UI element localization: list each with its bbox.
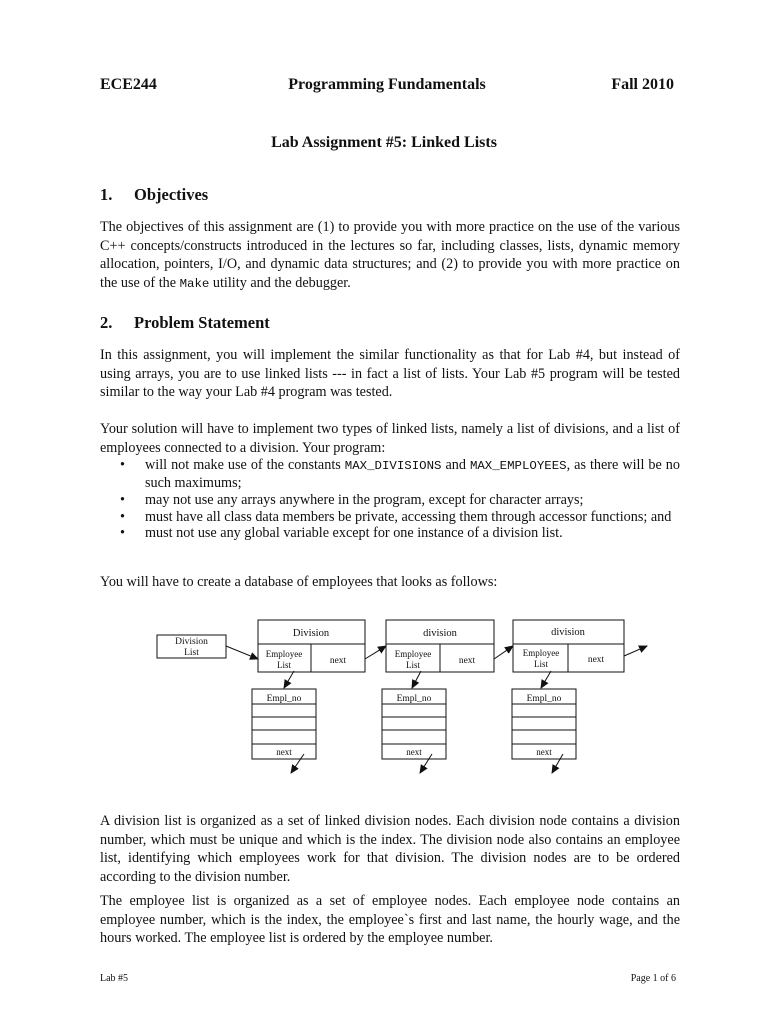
division-node [258, 620, 365, 672]
empl-no-label: Empl_no [526, 694, 562, 704]
bullet-1-mid: and [441, 457, 470, 474]
division-node [386, 620, 494, 672]
employee-next-arrow [420, 754, 432, 773]
employee-list-pointer-arrow [541, 671, 551, 688]
objectives-paragraph [100, 218, 680, 293]
bullet-1-text: will not make use of the constants [145, 457, 345, 474]
employee-list-pointer-arrow [284, 671, 294, 688]
division-title: Division [292, 628, 330, 639]
bullet-icon: • [120, 491, 125, 508]
section-heading-objectives [100, 185, 500, 205]
objectives-text-post: utility and the debugger. [209, 274, 351, 291]
list-item [100, 492, 680, 509]
next-pointer-arrow [365, 646, 386, 659]
course-subject: Programming Fundamentals [288, 76, 486, 93]
make-code: Make [179, 276, 210, 291]
bullet-2-text: may not use any arrays anywhere in the program, except for character arrays; [145, 491, 584, 508]
employee-list-label-2: List [405, 660, 421, 670]
employee-next-arrow [291, 754, 304, 773]
empl-no-label: Empl_no [266, 694, 302, 704]
next-label: next [329, 656, 347, 666]
problem-paragraph-3: You will have to create a database of employees that looks as follows: [100, 574, 498, 590]
employee-list-label-1: Employee [522, 648, 560, 658]
section-title: Problem Statement [134, 313, 270, 332]
division-title: division [423, 628, 457, 639]
objectives-text-pre: The objectives of this assignment are (1) to provide you with more practice on the use of the various C++ concepts/constructs introduced in the lectures so far, including classes, lists, dynamic memory allocation, pointers, I/O, and dynamic data structures; and (2) to provide you with more practice on the use of the [100, 219, 680, 291]
division-list-head [157, 635, 226, 658]
employee-list-label-2: List [276, 660, 292, 670]
requirements-list [100, 457, 680, 542]
employee-list-label-2: List [533, 659, 549, 669]
bullet-1-post: , as there will be no such maximums; [145, 457, 680, 491]
bullet-icon: • [120, 508, 125, 525]
division-title: division [551, 627, 585, 638]
head-pointer-arrow [226, 646, 258, 659]
employee-node [252, 689, 316, 759]
footer-lab-label: Lab #5 [100, 973, 129, 984]
employee-node [382, 689, 446, 759]
next-label: next [536, 747, 552, 757]
employee-node [512, 689, 576, 759]
page-number: Page 1 of 6 [630, 973, 676, 984]
section-number: 2. [100, 313, 113, 332]
course-term: Fall 2010 [611, 76, 674, 93]
employee-list-label-1: Employee [394, 649, 432, 659]
division-list-label-2: List [184, 648, 199, 658]
linked-list-diagram [0, 600, 768, 790]
next-pointer-arrow [624, 646, 647, 656]
bullet-icon: • [120, 457, 125, 474]
next-label: next [458, 656, 476, 666]
problem-paragraph-4: A division list is organized as a set of linked division nodes. Each division node contains a division number, which must be unique and which is the index. The division node also contains an employee list, identifying which employees work for that division. The division nodes are to be ordered according to the division number. [100, 813, 680, 885]
bullet-icon: • [120, 525, 125, 542]
course-code: ECE244 [100, 76, 157, 93]
empl-no-label: Empl_no [396, 694, 432, 704]
employee-list-label-1: Employee [265, 649, 303, 659]
max-divisions-code: MAX_DIVISIONS [344, 459, 442, 474]
problem-paragraph-1: In this assignment, you will implement the similar functionality as that for Lab #4, but instead of using arrays, you are to use linked lists --- in fact a list of lists. Your Lab #5 program will be tested similar to the way your Lab #4 program was tested. [100, 347, 680, 401]
next-pointer-arrow [494, 646, 513, 659]
bullet-4-text: must not use any global variable except for one instance of a division list. [145, 525, 563, 542]
problem-paragraph-5: The employee list is organized as a set of employee nodes. Each employee node contains an employee number, which is the index, the employee`s first and last name, the hourly wage, and the hours worked. The employee list is ordered by the employee number. [100, 893, 680, 947]
next-label: next [276, 747, 292, 757]
section-title: Objectives [134, 185, 209, 204]
division-node [513, 620, 624, 672]
section-heading-problem [100, 313, 500, 333]
division-list-label-1: Division [175, 637, 208, 647]
bullet-3-text: must have all class data members be private, accessing them through accessor functions; and [145, 508, 672, 525]
section-number: 1. [100, 185, 113, 204]
next-label: next [587, 655, 605, 665]
max-employees-code: MAX_EMPLOYEES [469, 459, 567, 474]
list-item [100, 509, 680, 526]
next-label: next [406, 747, 422, 757]
employee-next-arrow [552, 754, 563, 773]
lab-title: Lab Assignment #5: Linked Lists [271, 134, 497, 151]
employee-list-pointer-arrow [412, 671, 421, 688]
list-item [100, 525, 680, 542]
list-item [100, 457, 680, 492]
paragraph-2-text: Your solution will have to implement two types of linked lists, namely a list of divisions, and a list of employees connected to a division. Your program: [100, 421, 680, 456]
problem-paragraph-2 [100, 420, 680, 542]
